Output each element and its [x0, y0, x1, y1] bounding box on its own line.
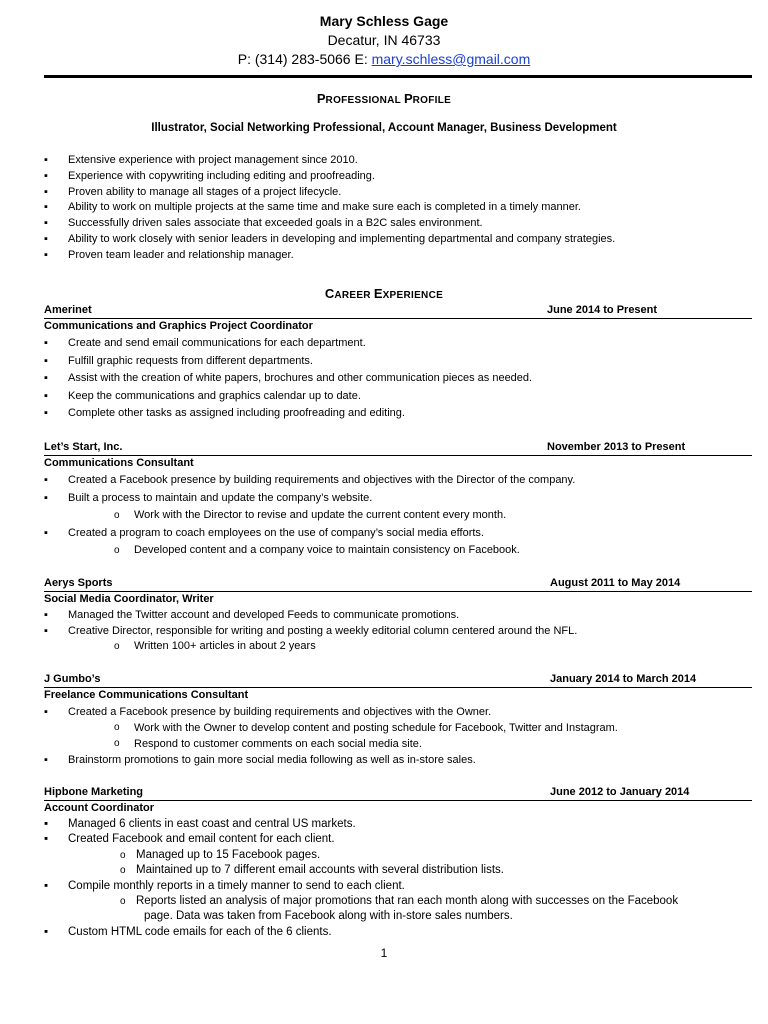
job-title: Communications Consultant	[44, 455, 752, 472]
list-item: ▪ Fulfill graphic requests from different departments.	[44, 353, 752, 371]
list-item: ▪ Complete other tasks as assigned including proofreading and editing.	[44, 405, 752, 423]
sub-list-item: o Developed content and a company voice to maintain consistency on Facebook.	[44, 542, 752, 560]
company-name: Let’s Start, Inc.	[44, 441, 123, 453]
job-duties	[44, 608, 752, 655]
heading-initial: P	[403, 91, 413, 106]
list-item: ▪ Create and send email communications for each department.	[44, 335, 752, 353]
job-dates: June 2012 to January 2014	[550, 786, 690, 798]
profile-subtitle: Illustrator, Social Networking Professional, Account Manager, Business Development	[151, 122, 617, 134]
company-name: Amerinet	[44, 304, 92, 316]
list-item: ▪ Experience with copywriting including editing and proofreading.	[44, 169, 744, 185]
heading-rest: ROFILE	[412, 95, 452, 106]
list-item: ▪ Ability to work closely with senior leaders in developing and implementing departmental and company strategies.	[44, 232, 744, 248]
candidate-name: Mary Schless Gage	[319, 13, 449, 29]
profile-bullet-list	[44, 153, 744, 264]
resume-header	[0, 12, 768, 69]
list-item: ▪ Managed the Twitter account and developed Feeds to communicate promotions.	[44, 608, 752, 624]
list-item: ▪ Proven team leader and relationship manager.	[44, 248, 744, 264]
professional-profile-heading	[0, 91, 768, 106]
job-duties	[44, 704, 752, 768]
list-item: ▪ Extensive experience with project management since 2010.	[44, 153, 744, 169]
job-duties	[44, 335, 752, 423]
career-experience-heading	[0, 286, 768, 301]
company-name: Aerys Sports	[44, 577, 113, 589]
job-title: Account Coordinator	[44, 800, 752, 817]
job-header	[44, 302, 752, 318]
job-title: Social Media Coordinator, Writer	[44, 591, 752, 608]
job-header	[44, 671, 752, 687]
job-dates: June 2014 to Present	[547, 304, 658, 316]
job-dates: January 2014 to March 2014	[550, 673, 697, 685]
job-dates: August 2011 to May 2014	[550, 577, 681, 589]
heading-initial: E	[373, 286, 383, 301]
list-item: ▪ Created a Facebook presence by building requirements and objectives with the Owner.	[44, 704, 752, 720]
job-dates: November 2013 to Present	[547, 441, 686, 453]
sub-list-item: o Managed up to 15 Facebook pages.	[44, 848, 752, 863]
list-item: ▪ Brainstorm promotions to gain more social media following as well as in-store sales.	[44, 752, 752, 768]
heading-rest: ROFESSIONAL	[325, 95, 404, 106]
job-duties	[44, 817, 752, 940]
sub-list-item: o Written 100+ articles in about 2 years	[44, 639, 752, 655]
email-link[interactable]: mary.schless@gmail.com	[371, 51, 531, 67]
page-number: 1	[380, 946, 388, 960]
sub-list-item: o Work with the Director to revise and update the current content every month.	[44, 507, 752, 525]
candidate-address: Decatur, IN 46733	[327, 32, 441, 48]
heading-rest: AREER	[334, 290, 374, 301]
job-amerinet	[44, 302, 752, 423]
job-header	[44, 784, 752, 800]
list-item: ▪ Created a Facebook presence by building requirements and objectives with the Director of the company.	[44, 472, 752, 490]
list-item: ▪ Ability to work on multiple projects at the same time and make sure each is completed in a timely manner.	[44, 200, 744, 216]
job-duties	[44, 472, 752, 560]
job-lets-start	[44, 439, 752, 560]
heading-initial: P	[316, 91, 326, 106]
list-item: ▪ Created a program to coach employees on the use of company’s social media efforts.	[44, 525, 752, 543]
company-name: Hipbone Marketing	[44, 786, 144, 798]
list-item: ▪ Creative Director, responsible for writing and posting a weekly editorial column centered around the NFL.	[44, 624, 752, 640]
sub-list-item: o Maintained up to 7 different email accounts with several distribution lists.	[44, 863, 752, 878]
list-item: ▪ Created Facebook and email content for each client.	[44, 832, 752, 847]
list-item: ▪ Managed 6 clients in east coast and central US markets.	[44, 817, 752, 832]
list-item: ▪ Assist with the creation of white papers, brochures and other communication pieces as needed.	[44, 370, 752, 388]
sub-list-item: o Work with the Owner to develop content and posting schedule for Facebook, Twitter and Instagram.	[44, 720, 752, 736]
job-hipbone-marketing	[44, 784, 752, 940]
list-item: ▪ Successfully driven sales associate that exceeded goals in a B2C sales environment.	[44, 216, 744, 232]
heading-rest: XPERIENCE	[382, 290, 444, 301]
job-title: Freelance Communications Consultant	[44, 687, 752, 704]
job-header	[44, 439, 752, 455]
company-name: J Gumbo’s	[44, 673, 101, 685]
heading-initial: C	[324, 286, 335, 301]
sub-list-item: o Reports listed an analysis of major promotions that ran each month along with successes on the Facebook	[44, 894, 752, 909]
list-item: ▪ Compile monthly reports in a timely manner to send to each client.	[44, 879, 752, 894]
job-aerys-sports	[44, 575, 752, 655]
contact-line	[0, 50, 768, 69]
list-item: ▪ Proven ability to manage all stages of a project lifecycle.	[44, 185, 744, 201]
job-title: Communications and Graphics Project Coordinator	[44, 318, 752, 335]
phone-text: P: (314) 283-5066 E:	[237, 51, 372, 67]
list-item: ▪ Keep the communications and graphics calendar up to date.	[44, 388, 752, 406]
sub-list-item: o Respond to customer comments on each social media site.	[44, 736, 752, 752]
job-header	[44, 575, 752, 591]
header-divider	[44, 75, 752, 78]
list-item: ▪ Custom HTML code emails for each of the 6 clients.	[44, 925, 752, 940]
job-j-gumbos	[44, 671, 752, 768]
sub-list-item-continuation: page. Data was taken from Facebook along with in-store sales numbers.	[144, 910, 513, 923]
list-item: ▪ Built a process to maintain and update the company’s website.	[44, 490, 752, 508]
